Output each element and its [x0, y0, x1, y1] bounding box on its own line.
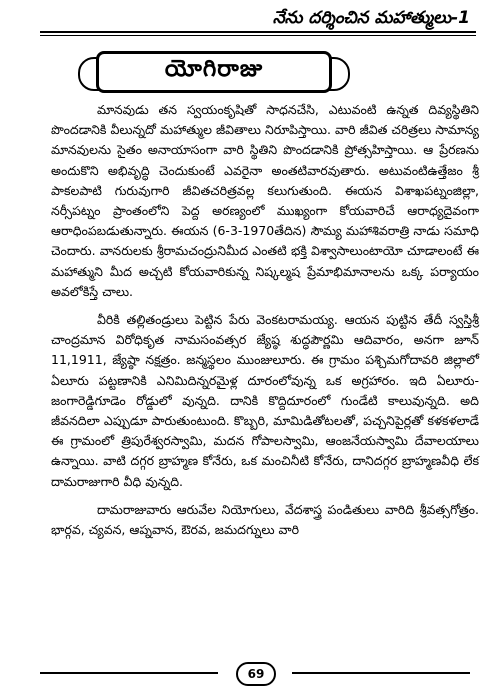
running-title: నేను దర్శించిన మహాత్ములు-1: [272, 8, 470, 28]
paragraph: మానవుడు తన స్వయంకృషితో సాధనచేసి, ఎటువంటి ఉన్నత దివ్యస్థితిని పొందడానికి వీలున్నదో మహాత్ముల జీవితాలు నిరూపిస్తాయి. వారి జీవిత చరిత్రలు సామాన్య మానవులను సైతం అనాయాసంగా వారి స్థితిని పొందడానికి ప్రోత్సహిస్తాయి. ఆ ప్రేరణను అందుకొని అభివృద్ధి చెందుకుంటే ఎవరైనా అంతటివారవుతారు. అటువంటిఉత్తేజం శ్రీ పాకలపాటి గురువుగారి జీవితచరిత్రవల్ల కలుగుతుంది. ఈయన విశాఖపట్నంజిల్లా, నర్సీపట్నం ప్రాంతంలోని పెద్ద అరణ్యంలో ముఖ్యంగా కోయవారిచే ఆరాధ్యదైవంగా ఆరాధింపబడుతున్నారు. ఈయన (6-3-1970తేదిన) సౌమ్య మహాశివరాత్రి నాడు సమాధి చెందారు. వానరులకు శ్రీరామచంద్రునిమీద ఎంతటి భక్తి విశ్వాసాలుంటాయో చూడాలంటే ఈ మహాత్ముని మీద అచ్చటి కోయవారికున్న నిష్కల్మష ప్రేమాభిమానాలను ఒక్క పర్యాయం అవలోకిస్తే చాలు.: [51, 102, 479, 299]
chapter-title-banner: [96, 51, 332, 93]
paragraph: వీరికి తల్లితండ్రులు పెట్టిన పేరు వెంకటరామయ్య. ఆయన పుట్టిన తేదీ స్వస్తిశ్రీ చాంద్రమాన విరోధికృత నామసంవత్సర జ్యేష్ఠ శుద్ధపౌర్ణమి ఆదివారం, అనగా జూన్ 11,1911, జ్యేష్ఠా నక్షత్రం. జన్మస్థలం ముంజులూరు. ఈ గ్రామం పశ్చిమగోదావరి జిల్లాలో ఏలూరు పట్టణానికి ఎనిమిదిన్నరమైళ్ల దూరంలోవున్న ఒక అగ్రహారం. ఇది ఏలూరు-జంగారెడ్డిగూడెం రోడ్డులో వున్నది. దానికి కొద్దిదూరంలో గుండేటి కాలువున్నది. అది జీవనదిలా ఎప్పుడూ పారుతుంటుంది. కొబ్బరి, మామిడితోటలతో, పచ్చనిపైర్లతో కళకళలాడే ఈ గ్రామంలో త్రిపురేశ్వరస్వామి, మదన గోపాలస్వామి, ఆంజనేయస్వామి దేవాలయాలు ఉన్నాయి. వాటి దగ్గర బ్రాహ్మణ కోనేరు, ఒక మంచినీటి కోనేరు, దానిదగ్గర బ్రాహ్మణవీధి లేక దామరాజుగారి వీధి వున్నది.: [51, 312, 479, 489]
body-text: [51, 100, 479, 548]
footer-rule-right: [292, 672, 470, 674]
page-footer: [40, 662, 470, 684]
running-header: [40, 6, 476, 36]
header-rule-thin: [40, 35, 476, 36]
chapter-title: యోగిరాజు: [164, 56, 264, 82]
title-box: [96, 51, 332, 93]
page-number: 69: [236, 662, 276, 686]
paragraph: దామరాజువారు ఆరువేల నియోగులు, వేదశాస్త్ర పండితులు వారిది శ్రీవత్సగోత్రం. భార్గవ, చ్యవన, ఆప్నవాన, ఔరవ, జమదగ్నులు వారి: [51, 501, 479, 538]
footer-rule-left: [40, 672, 218, 674]
header-rule: [40, 31, 476, 33]
